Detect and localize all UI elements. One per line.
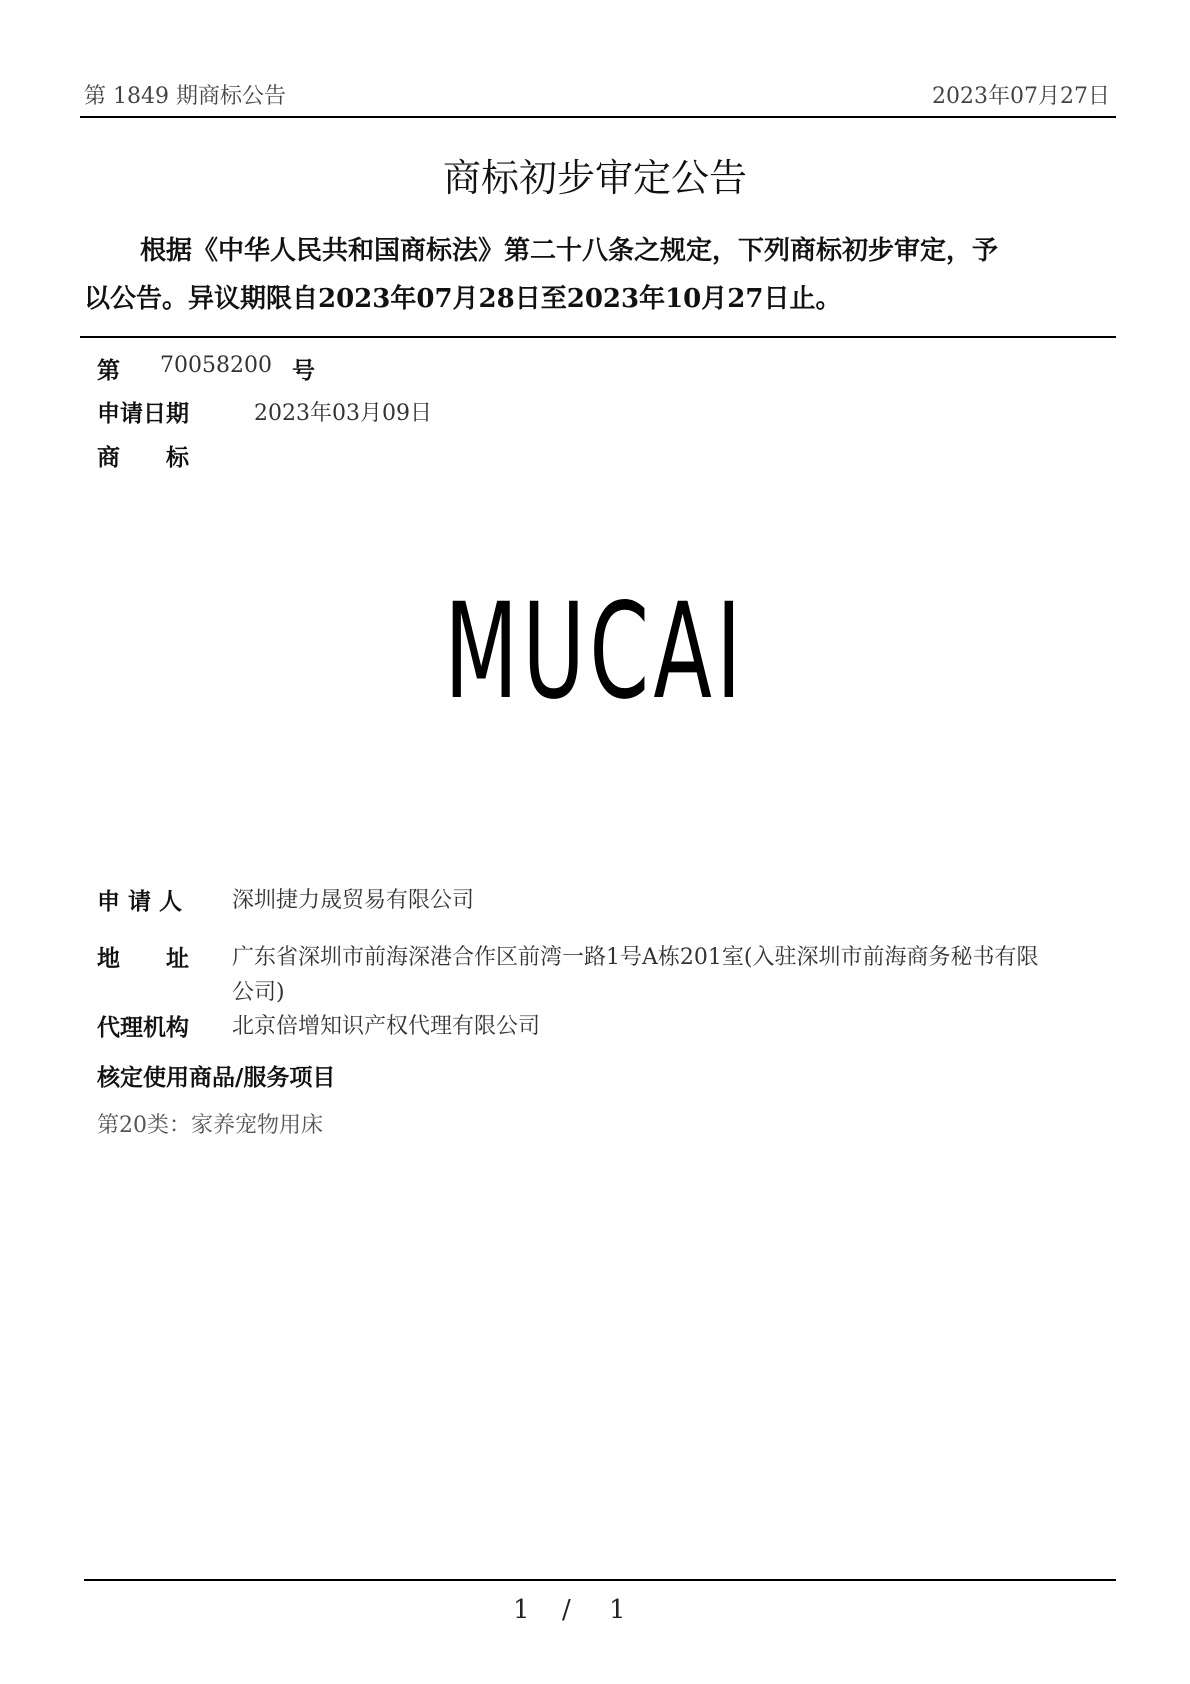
filing-date-label: 申请日期 bbox=[97, 400, 189, 427]
applicant-label: 申 请 人 bbox=[97, 888, 183, 915]
issue-number: 第 1849 期商标公告 bbox=[84, 84, 286, 109]
goods-services-label: 核定使用商品/服务项目 bbox=[97, 1064, 336, 1091]
address-line-1: 广东省深圳市前海深港合作区前湾一路1号A栋201室(入驻深圳市前海商务秘书有限 bbox=[232, 945, 1039, 970]
filing-date: 2023年03月09日 bbox=[254, 401, 432, 426]
intro-line-2: 以公告。异议期限自2023年07月28日至2023年10月27日止。 bbox=[84, 284, 842, 314]
page-separator: / bbox=[562, 1595, 571, 1625]
page-title: 商标初步审定公告 bbox=[442, 156, 747, 200]
address-line-2: 公司) bbox=[232, 980, 285, 1005]
page-number: 1 bbox=[513, 1595, 530, 1625]
registration-number: 70058200 bbox=[160, 353, 272, 378]
header-date: 2023年07月27日 bbox=[932, 84, 1110, 109]
applicant-name: 深圳捷力晟贸易有限公司 bbox=[232, 888, 475, 913]
trademark-image: MUCAI bbox=[444, 575, 746, 729]
number-label-pre: 第 bbox=[97, 357, 120, 384]
header-divider bbox=[80, 116, 1116, 118]
intro-divider bbox=[80, 336, 1116, 338]
agent-label: 代理机构 bbox=[97, 1014, 189, 1041]
trademark-label: 商 标 bbox=[97, 444, 189, 471]
intro-line-1: 根据《中华人民共和国商标法》第二十八条之规定，下列商标初步审定，予 bbox=[140, 236, 999, 266]
goods-services-item: 第20类：家养宠物用床 bbox=[97, 1113, 323, 1138]
agent-name: 北京倍增知识产权代理有限公司 bbox=[232, 1014, 541, 1039]
number-label-post: 号 bbox=[292, 357, 315, 384]
footer-divider bbox=[84, 1579, 1116, 1581]
address-label: 地 址 bbox=[97, 945, 189, 972]
page-total: 1 bbox=[609, 1595, 626, 1625]
